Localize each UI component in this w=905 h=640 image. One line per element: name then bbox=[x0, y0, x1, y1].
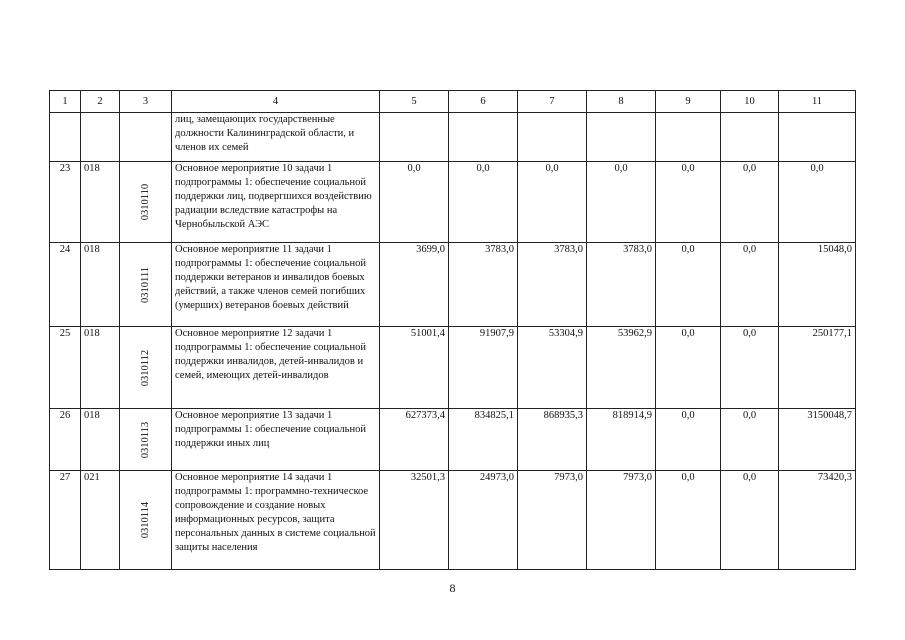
row-number: 27 bbox=[50, 471, 81, 570]
value-cell: 32501,3 bbox=[380, 471, 449, 570]
empty-cell bbox=[449, 113, 518, 162]
value-cell: 0,0 bbox=[721, 471, 779, 570]
header-cell: 4 bbox=[172, 91, 380, 113]
header-cell: 8 bbox=[587, 91, 656, 113]
program-code-text: 0310114 bbox=[139, 501, 151, 539]
value-cell: 53304,9 bbox=[518, 327, 587, 409]
value-cell: 0,0 bbox=[721, 243, 779, 327]
grbs-code: 018 bbox=[81, 327, 120, 409]
value-cell: 3150048,7 bbox=[779, 409, 856, 471]
continuation-description: лиц, замещающих государственные должности Калининградской области, и членов их семей bbox=[172, 113, 380, 162]
table-row bbox=[50, 409, 856, 471]
program-code bbox=[120, 243, 172, 327]
program-code-text: 0310113 bbox=[139, 421, 151, 458]
measure-description: Основное мероприятие 11 задачи 1 подпрограммы 1: обеспечение социальной поддержки ветеранов и инвалидов боевых действий, а также членов семей погибших (умерших) ветеранов боевых действий bbox=[172, 243, 380, 327]
value-cell: 868935,3 bbox=[518, 409, 587, 471]
value-cell: 3699,0 bbox=[380, 243, 449, 327]
row-number: 26 bbox=[50, 409, 81, 471]
value-cell: 0,0 bbox=[380, 162, 449, 243]
value-cell: 51001,4 bbox=[380, 327, 449, 409]
value-cell: 0,0 bbox=[721, 327, 779, 409]
value-cell: 73420,3 bbox=[779, 471, 856, 570]
program-code bbox=[120, 471, 172, 570]
program-code-text: 0310112 bbox=[139, 349, 151, 386]
page-number: 8 bbox=[449, 581, 456, 595]
empty-cell bbox=[120, 113, 172, 162]
table-row bbox=[50, 471, 856, 570]
value-cell: 0,0 bbox=[656, 409, 721, 471]
value-cell: 627373,4 bbox=[380, 409, 449, 471]
empty-cell bbox=[380, 113, 449, 162]
value-cell: 53962,9 bbox=[587, 327, 656, 409]
value-cell: 818914,9 bbox=[587, 409, 656, 471]
value-cell: 834825,1 bbox=[449, 409, 518, 471]
empty-cell bbox=[587, 113, 656, 162]
program-code-text: 0310111 bbox=[139, 266, 151, 303]
program-code bbox=[120, 327, 172, 409]
budget-table bbox=[49, 90, 856, 570]
value-cell: 0,0 bbox=[656, 327, 721, 409]
measure-description: Основное мероприятие 10 задачи 1 подпрограммы 1: обеспечение социальной поддержки лиц, подвергшихся воздействию радиации вследствие катастрофы на Чернобыльской АЭС bbox=[172, 162, 380, 243]
empty-cell bbox=[50, 113, 81, 162]
header-cell: 9 bbox=[656, 91, 721, 113]
header-cell: 10 bbox=[721, 91, 779, 113]
header-row bbox=[50, 91, 856, 113]
header-cell: 5 bbox=[380, 91, 449, 113]
header-cell: 1 bbox=[50, 91, 81, 113]
row-number: 25 bbox=[50, 327, 81, 409]
value-cell: 0,0 bbox=[721, 409, 779, 471]
header-cell: 11 bbox=[779, 91, 856, 113]
grbs-code: 018 bbox=[81, 409, 120, 471]
continuation-row bbox=[50, 113, 856, 162]
value-cell: 3783,0 bbox=[587, 243, 656, 327]
empty-cell bbox=[518, 113, 587, 162]
value-cell: 15048,0 bbox=[779, 243, 856, 327]
value-cell: 0,0 bbox=[449, 162, 518, 243]
value-cell: 24973,0 bbox=[449, 471, 518, 570]
grbs-code: 021 bbox=[81, 471, 120, 570]
table-row bbox=[50, 162, 856, 243]
value-cell: 0,0 bbox=[656, 162, 721, 243]
empty-cell bbox=[721, 113, 779, 162]
row-number: 23 bbox=[50, 162, 81, 243]
value-cell: 0,0 bbox=[587, 162, 656, 243]
program-code-text: 0310110 bbox=[139, 183, 151, 221]
empty-cell bbox=[81, 113, 120, 162]
value-cell: 0,0 bbox=[721, 162, 779, 243]
value-cell: 91907,9 bbox=[449, 327, 518, 409]
value-cell: 7973,0 bbox=[518, 471, 587, 570]
value-cell: 3783,0 bbox=[449, 243, 518, 327]
header-cell: 2 bbox=[81, 91, 120, 113]
empty-cell bbox=[656, 113, 721, 162]
value-cell: 0,0 bbox=[656, 471, 721, 570]
value-cell: 3783,0 bbox=[518, 243, 587, 327]
empty-cell bbox=[779, 113, 856, 162]
measure-description: Основное мероприятие 14 задачи 1 подпрограммы 1: программно-техническое сопровождение и создание новых информационных ресурсов, защита персональных данных в системе социальной защиты населения bbox=[172, 471, 380, 570]
table-row bbox=[50, 243, 856, 327]
measure-description: Основное мероприятие 12 задачи 1 подпрограммы 1: обеспечение социальной поддержки инвалидов, детей-инвалидов и семей, имеющих детей-инвалидов bbox=[172, 327, 380, 409]
value-cell: 7973,0 bbox=[587, 471, 656, 570]
measure-description: Основное мероприятие 13 задачи 1 подпрограммы 1: обеспечение социальной поддержки иных лиц bbox=[172, 409, 380, 471]
table-row bbox=[50, 327, 856, 409]
header-cell: 7 bbox=[518, 91, 587, 113]
program-code bbox=[120, 162, 172, 243]
grbs-code: 018 bbox=[81, 243, 120, 327]
header-cell: 3 bbox=[120, 91, 172, 113]
header-cell: 6 bbox=[449, 91, 518, 113]
value-cell: 250177,1 bbox=[779, 327, 856, 409]
value-cell: 0,0 bbox=[656, 243, 721, 327]
program-code bbox=[120, 409, 172, 471]
value-cell: 0,0 bbox=[779, 162, 856, 243]
row-number: 24 bbox=[50, 243, 81, 327]
grbs-code: 018 bbox=[81, 162, 120, 243]
value-cell: 0,0 bbox=[518, 162, 587, 243]
